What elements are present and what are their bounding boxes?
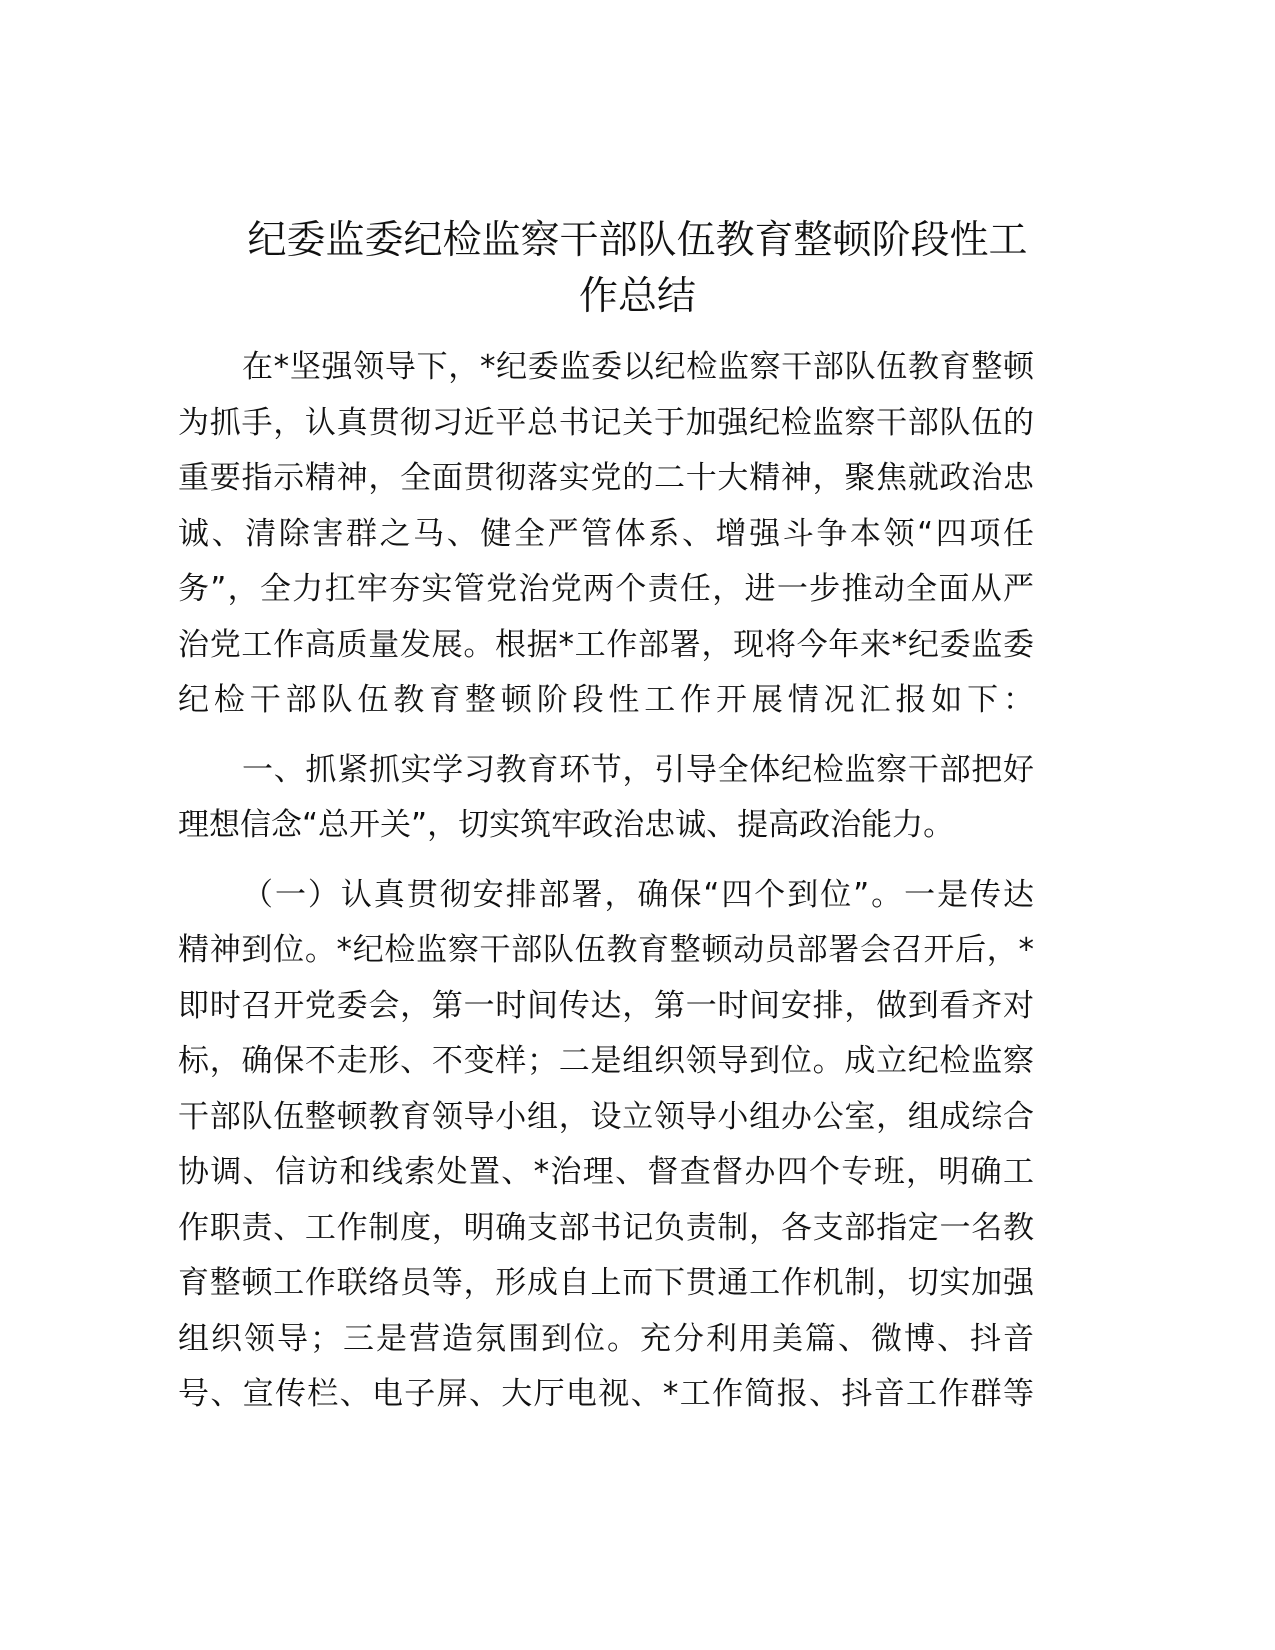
text-line: 号、宣传栏、电子屏、大厅电视、*工作简报、抖音工作群等: [178, 1376, 1034, 1412]
text-line: 协调、信访和线索处置、*治理、督查督办四个专班，明确工: [178, 1154, 1034, 1190]
title-line: 作总结: [578, 274, 696, 319]
text-line: 治党工作高质量发展。根据*工作部署，现将今年来*纪委监委: [178, 626, 1034, 663]
text-line: 即时召开党委会，第一时间传达，第一时间安排，做到看齐对: [178, 987, 1034, 1024]
text-line: 一、抓紧抓实学习教育环节，引导全体纪检监察干部把好: [242, 751, 1034, 788]
document-title: [150, 213, 1125, 325]
text-line: 干部队伍整顿教育领导小组，设立领导小组办公室，组成综合: [178, 1098, 1034, 1135]
text-line: （一）认真贯彻安排部署，确保“四个到位”。一是传达: [242, 876, 1034, 913]
paragraph: [178, 743, 1034, 854]
text-line: 精神到位。*纪检监察干部队伍教育整顿动员部署会召开后，*: [178, 932, 1034, 968]
text-line: 诚、清除害群之马、健全严管体系、增强斗争本领“四项任: [178, 515, 1034, 552]
text-line: 纪检干部队伍教育整顿阶段性工作开展情况汇报如下：: [178, 682, 1034, 718]
text-line: 在*坚强领导下，*纪委监委以纪检监察干部队伍教育整顿: [242, 349, 1034, 385]
text-line: 标，确保不走形、不变样；二是组织领导到位。成立纪检监察: [178, 1043, 1034, 1079]
text-line: 为抓手，认真贯彻习近平总书记关于加强纪检监察干部队伍的: [178, 404, 1034, 441]
document-body: [178, 340, 1034, 1437]
text-line: 理想信念“总开关”，切实筑牢政治忠诚、提高政治能力。: [178, 807, 955, 843]
text-line: 育整顿工作联络员等，形成自上而下贯通工作机制，切实加强: [178, 1265, 1034, 1301]
text-line: 作职责、工作制度，明确支部书记负责制，各支部指定一名教: [178, 1209, 1034, 1246]
text-line: 重要指示精神，全面贯彻落实党的二十大精神，聚焦就政治忠: [178, 460, 1034, 496]
text-line: 务”，全力扛牢夯实管党治党两个责任，进一步推动全面从严: [178, 571, 1034, 607]
paragraph: [178, 868, 1034, 1423]
text-line: 组织领导；三是营造氛围到位。充分利用美篇、微博、抖音: [178, 1320, 1034, 1357]
paragraph: [178, 340, 1034, 729]
title-line: 纪委监委纪检监察干部队伍教育整顿阶段性工: [247, 218, 1028, 263]
